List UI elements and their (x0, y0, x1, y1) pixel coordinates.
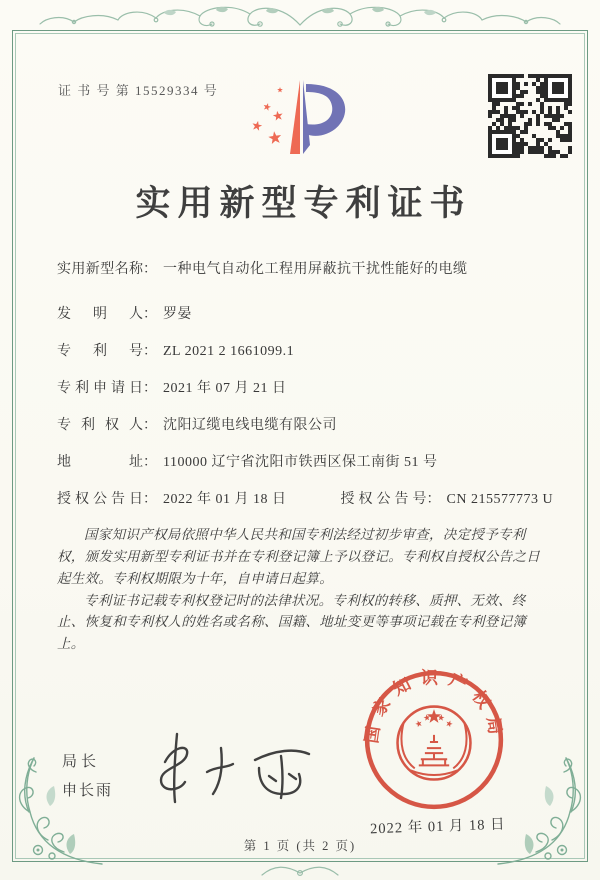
field-value: 一种电气自动化工程用屏蔽抗干扰性能好的电缆 (163, 262, 468, 277)
field-row-filing-date (57, 378, 562, 399)
field-label: 授权公告号 (340, 492, 427, 507)
field-list (57, 259, 562, 526)
field-row-patentee (57, 415, 562, 436)
seal-date: 2022 年 01 月 18 日 (369, 816, 506, 838)
field-label: 实用新型名称 (57, 262, 143, 277)
signer-name: 申长雨 (62, 783, 114, 799)
field-label: 地址 (57, 455, 143, 470)
field-row-name (57, 259, 562, 280)
certificate-number: 证 书 号 第 15529334 号 (58, 83, 219, 98)
bottom-center-ornament-icon (260, 863, 340, 879)
legal-paragraph-2: 专利证书记载专利权登记时的法律状况。专利权的转移、质押、无效、终止、恢复和专利权人的姓名或名称、国籍、地址变更等事项记载在专利登记簿上。 (57, 592, 527, 652)
top-scroll-ornament-icon (20, 1, 580, 31)
field-label: 授权公告日 (57, 492, 143, 507)
qr-code-icon (488, 74, 572, 158)
field-value: 2021 年 07 月 21 日 (163, 381, 287, 396)
field-row-inventor (57, 304, 562, 325)
field-row-address (57, 452, 562, 473)
cnipa-logo-icon (243, 76, 371, 172)
colon: ： (143, 418, 157, 433)
colon: ： (143, 381, 157, 396)
field-row-grant-date (57, 489, 562, 510)
certificate-title: 实用新型专利证书 (135, 184, 472, 223)
field-value: 罗晏 (163, 307, 192, 322)
colon: ： (143, 262, 157, 277)
field-value: CN 215577773 U (446, 492, 554, 507)
legal-paragraph-1: 国家知识产权局依照中华人民共和国专利法经过初步审查，决定授予专利权，颁发实用新型专利证书并在专利登记簿上予以登记。专利权自授权公告之日起生效。专利权期限为十年，自申请日起算。 (57, 527, 540, 586)
field-row-grant-number (341, 492, 554, 507)
legal-text (57, 524, 547, 655)
field-label: 专利号 (57, 344, 143, 359)
field-row-patent-number (57, 341, 562, 362)
handwritten-signature-icon (135, 722, 325, 807)
signer-role: 局长 (62, 754, 101, 770)
page-number: 第 1 页 (共 2 页) (243, 839, 357, 853)
field-value: 沈阳辽缆电线电缆有限公司 (163, 418, 337, 433)
field-value: 110000 辽宁省沈阳市铁西区保工南街 51 号 (163, 455, 438, 470)
seal-ring-text: 国家知识产权局 (362, 668, 506, 745)
field-value: ZL 2021 2 1661099.1 (163, 344, 295, 359)
field-label: 专利权人 (57, 418, 143, 433)
field-value: 2022 年 01 月 18 日 (163, 492, 287, 507)
field-label: 发明人 (57, 307, 143, 322)
colon: ： (143, 455, 157, 470)
colon: ： (143, 307, 157, 322)
cnipa-red-seal-icon (358, 664, 510, 816)
colon: ： (143, 344, 157, 359)
field-label: 专利申请日 (57, 381, 143, 396)
colon: ： (143, 492, 157, 507)
colon: ： (426, 492, 441, 507)
